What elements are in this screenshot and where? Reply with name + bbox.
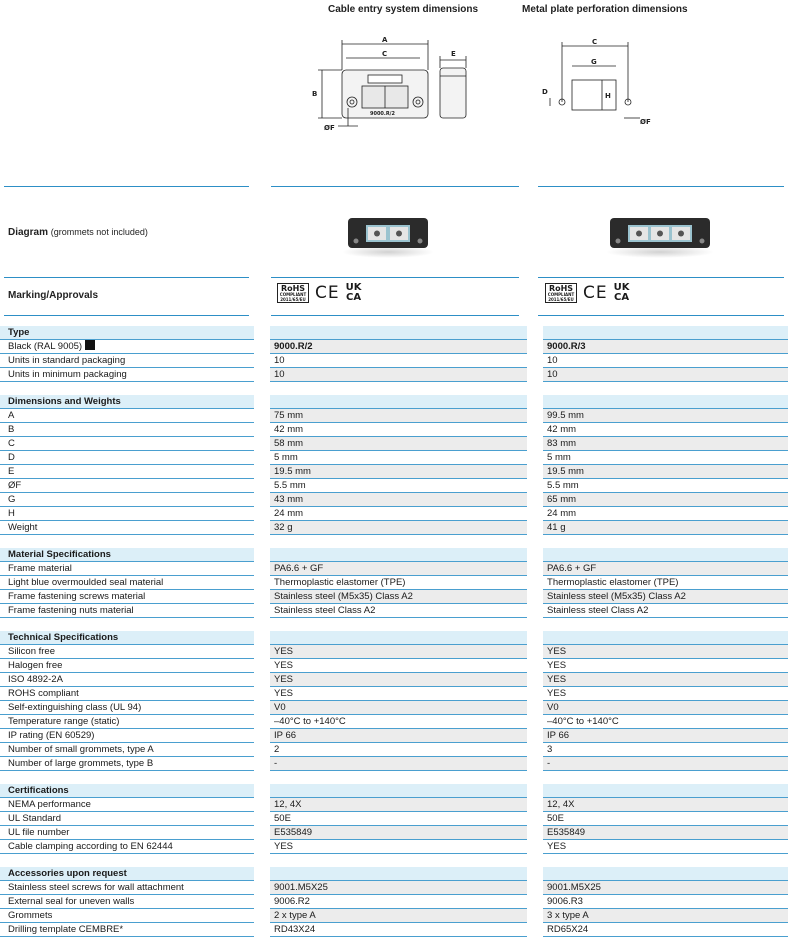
dim-label-h: H (605, 92, 611, 100)
row-label-cell (0, 437, 254, 451)
row-label: ISO 4892-2A (8, 674, 63, 685)
row-label-cell (0, 895, 254, 909)
table-row (0, 368, 788, 382)
ca-text: CA (614, 292, 630, 303)
ukca-mark-icon (346, 283, 362, 303)
row-label-cell (0, 826, 254, 840)
section-header (0, 395, 788, 409)
table-row (0, 423, 788, 437)
rohs-icon (545, 283, 577, 303)
value-9000-r2: IP 66 (270, 729, 527, 743)
row-label-cell (0, 507, 254, 521)
row-label-cell (0, 645, 254, 659)
table-row (0, 409, 788, 423)
diagram-title: Diagram (8, 227, 49, 238)
value-9000-r3: 50E (543, 812, 788, 826)
row-label-cell (0, 881, 254, 895)
value-9000-r2: YES (270, 645, 527, 659)
table-row (0, 340, 788, 354)
row-label: B (8, 424, 15, 435)
row-label: IP rating (EN 60529) (8, 730, 95, 741)
row-label: UL file number (8, 827, 70, 838)
part-code-label: 9000.R/2 (370, 111, 395, 117)
ce-mark-icon: CE (583, 283, 608, 303)
row-label: C (8, 438, 15, 449)
divider (271, 315, 519, 316)
section-title: Material Specifications (0, 548, 254, 562)
value-9000-r3: YES (543, 673, 788, 687)
row-label-cell (0, 729, 254, 743)
value-9000-r2: 9006.R2 (270, 895, 527, 909)
row-label: Stainless steel screws for wall attachment (8, 882, 184, 893)
row-label: NEMA performance (8, 799, 91, 810)
divider (271, 277, 519, 278)
value-9000-r2: 24 mm (270, 507, 527, 521)
row-label: Number of small grommets, type A (8, 744, 154, 755)
row-label-cell (0, 798, 254, 812)
value-9000-r3: YES (543, 645, 788, 659)
table-row (0, 687, 788, 701)
value-9000-r2: 9001.M5X25 (270, 881, 527, 895)
metal-plate-dimension-drawing (536, 22, 666, 137)
row-label-cell (0, 812, 254, 826)
value-9000-r2: 5 mm (270, 451, 527, 465)
product-photo-9000-r3 (604, 212, 716, 258)
table-row (0, 729, 788, 743)
uk-text: UK (613, 282, 630, 293)
dim-label-e: E (451, 50, 456, 58)
metal-plate-header: Metal plate perforation dimensions (522, 4, 688, 15)
value-9000-r2: 5.5 mm (270, 479, 527, 493)
approval-marks-r2 (277, 283, 362, 303)
value-9000-r2: 10 (270, 354, 527, 368)
rohs-icon (277, 283, 309, 303)
value-9000-r3: Stainless steel Class A2 (543, 604, 788, 618)
table-row (0, 659, 788, 673)
row-label-cell (0, 451, 254, 465)
table-row (0, 923, 788, 937)
row-label: Black (RAL 9005) (8, 341, 83, 352)
row-label-cell (0, 687, 254, 701)
row-label-cell (0, 673, 254, 687)
uk-text: UK (345, 282, 362, 293)
dim-label-c2: C (592, 38, 598, 46)
row-label-cell (0, 354, 254, 368)
row-label-cell (0, 923, 254, 937)
section-title: Dimensions and Weights (0, 395, 254, 409)
row-label: G (8, 494, 16, 505)
table-row (0, 673, 788, 687)
specifications-table (0, 326, 788, 937)
value-9000-r3: 9001.M5X25 (543, 881, 788, 895)
row-label-cell (0, 909, 254, 923)
value-9000-r2: YES (270, 840, 527, 854)
marking-label (8, 290, 98, 301)
row-label: Drilling template CEMBRE* (8, 924, 124, 935)
row-label: UL Standard (8, 813, 61, 824)
value-9000-r3: YES (543, 659, 788, 673)
row-label-cell (0, 576, 254, 590)
row-label: Number of large grommets, type B (8, 758, 154, 769)
row-label: Halogen free (8, 660, 63, 671)
table-row (0, 881, 788, 895)
table-row (0, 479, 788, 493)
value-9000-r2: V0 (270, 701, 527, 715)
dim-label-g: G (591, 58, 597, 66)
value-9000-r3: 83 mm (543, 437, 788, 451)
row-label: ROHS compliant (8, 688, 79, 699)
divider (4, 277, 249, 278)
row-label: ØF (8, 480, 22, 491)
value-9000-r3: PA6.6 + GF (543, 562, 788, 576)
table-row (0, 812, 788, 826)
value-9000-r3: 42 mm (543, 423, 788, 437)
value-9000-r2: –40°C to +140°C (270, 715, 527, 729)
value-9000-r3: IP 66 (543, 729, 788, 743)
row-label: Self-extinguishing class (UL 94) (8, 702, 142, 713)
table-row (0, 757, 788, 771)
row-label-cell (0, 590, 254, 604)
dim-label-f2: ØF (640, 118, 651, 126)
section-title: Technical Specifications (0, 631, 254, 645)
value-9000-r3: –40°C to +140°C (543, 715, 788, 729)
value-9000-r2: 2 x type A (270, 909, 527, 923)
value-9000-r2: Stainless steel Class A2 (270, 604, 527, 618)
value-9000-r3: V0 (543, 701, 788, 715)
divider (4, 315, 249, 316)
value-9000-r2: 10 (270, 368, 527, 382)
section-spacer (0, 854, 788, 868)
value-9000-r3: RD65X24 (543, 923, 788, 937)
divider (538, 186, 784, 187)
ukca-mark-icon (614, 283, 630, 303)
value-9000-r2: Thermoplastic elastomer (TPE) (270, 576, 527, 590)
row-label: D (8, 452, 15, 463)
table-row (0, 798, 788, 812)
value-9000-r3: 3 x type A (543, 909, 788, 923)
row-label-cell (0, 409, 254, 423)
table-row (0, 645, 788, 659)
row-label-cell (0, 521, 254, 535)
row-label-cell (0, 465, 254, 479)
value-9000-r3: 24 mm (543, 507, 788, 521)
row-label-cell (0, 604, 254, 618)
value-9000-r2: 42 mm (270, 423, 527, 437)
table-row (0, 826, 788, 840)
row-label-cell (0, 493, 254, 507)
cable-entry-dimension-drawing (308, 22, 480, 137)
specifications-body (0, 326, 788, 937)
divider (538, 277, 784, 278)
section-header (0, 548, 788, 562)
section-header (0, 326, 788, 340)
row-label-cell (0, 368, 254, 382)
rohs-dir: 2011/65/EU (548, 297, 574, 302)
table-row (0, 715, 788, 729)
value-9000-r2: 50E (270, 812, 527, 826)
divider (271, 186, 519, 187)
value-9000-r3: 10 (543, 368, 788, 382)
section-spacer (0, 382, 788, 396)
value-9000-r2: YES (270, 659, 527, 673)
value-9000-r2: YES (270, 687, 527, 701)
row-label-cell (0, 479, 254, 493)
rohs-dir: 2011/65/EU (280, 297, 306, 302)
section-header (0, 867, 788, 881)
row-label: E (8, 466, 15, 477)
value-9000-r2: 9000.R/2 (270, 340, 527, 354)
value-9000-r3: 41 g (543, 521, 788, 535)
row-label: Cable clamping according to EN 62444 (8, 841, 173, 852)
rohs-sub: COMPLIANT (279, 292, 307, 297)
table-row (0, 507, 788, 521)
value-9000-r2: 58 mm (270, 437, 527, 451)
value-9000-r3: 9006.R3 (543, 895, 788, 909)
table-row (0, 562, 788, 576)
row-label: Frame material (8, 563, 72, 574)
row-label: Weight (8, 522, 38, 533)
rohs-text: RoHS (548, 284, 574, 293)
table-row (0, 437, 788, 451)
value-9000-r3: 65 mm (543, 493, 788, 507)
divider (538, 315, 784, 316)
table-row (0, 451, 788, 465)
section-spacer (0, 771, 788, 785)
dim-label-d: D (542, 88, 548, 96)
row-label-cell (0, 659, 254, 673)
table-row (0, 840, 788, 854)
value-9000-r3: 99.5 mm (543, 409, 788, 423)
table-row (0, 909, 788, 923)
approval-marks-r3 (545, 283, 630, 303)
ce-mark-icon: CE (315, 283, 340, 303)
value-9000-r2: Stainless steel (M5x35) Class A2 (270, 590, 527, 604)
row-label-cell (0, 757, 254, 771)
value-9000-r2: 75 mm (270, 409, 527, 423)
row-label: Frame fastening screws material (8, 591, 146, 602)
row-label-cell (0, 562, 254, 576)
value-9000-r3: Thermoplastic elastomer (TPE) (543, 576, 788, 590)
section-header (0, 784, 788, 798)
value-9000-r3: YES (543, 840, 788, 854)
value-9000-r3: Stainless steel (M5x35) Class A2 (543, 590, 788, 604)
value-9000-r3: E535849 (543, 826, 788, 840)
dim-label-c: C (382, 50, 388, 58)
table-row (0, 465, 788, 479)
section-title: Type (0, 326, 254, 340)
diagram-note: (grommets not included) (50, 227, 148, 237)
value-9000-r3: 10 (543, 354, 788, 368)
ca-text: CA (346, 292, 362, 303)
row-label-cell (0, 423, 254, 437)
table-row (0, 354, 788, 368)
row-label: Frame fastening nuts material (8, 605, 134, 616)
value-9000-r3: 5.5 mm (543, 479, 788, 493)
table-row (0, 895, 788, 909)
row-label-cell (0, 840, 254, 854)
row-label: Grommets (8, 910, 53, 921)
rohs-sub: COMPLIANT (547, 292, 575, 297)
divider (4, 186, 249, 187)
value-9000-r2: 12, 4X (270, 798, 527, 812)
value-9000-r2: 2 (270, 743, 527, 757)
black-color-swatch-icon (85, 340, 95, 350)
value-9000-r3: - (543, 757, 788, 771)
table-row (0, 493, 788, 507)
table-row (0, 701, 788, 715)
section-spacer (0, 535, 788, 549)
table-row (0, 590, 788, 604)
value-9000-r2: RD43X24 (270, 923, 527, 937)
section-header (0, 631, 788, 645)
row-label: A (8, 410, 15, 421)
value-9000-r3: 9000.R/3 (543, 340, 788, 354)
row-label: H (8, 508, 15, 519)
row-label-cell (0, 715, 254, 729)
value-9000-r2: E535849 (270, 826, 527, 840)
value-9000-r2: - (270, 757, 527, 771)
value-9000-r3: 12, 4X (543, 798, 788, 812)
row-label: External seal for uneven walls (8, 896, 135, 907)
value-9000-r3: YES (543, 687, 788, 701)
product-photo-9000-r2 (340, 212, 435, 258)
diagram-label (8, 227, 148, 238)
dim-label-f: ØF (324, 124, 335, 132)
value-9000-r3: 19.5 mm (543, 465, 788, 479)
table-row (0, 604, 788, 618)
row-label: Light blue overmoulded seal material (8, 577, 164, 588)
table-row (0, 576, 788, 590)
section-title: Accessories upon request (0, 867, 254, 881)
section-spacer (0, 618, 788, 632)
section-title: Certifications (0, 784, 254, 798)
value-9000-r2: 43 mm (270, 493, 527, 507)
cable-entry-header: Cable entry system dimensions (328, 4, 479, 15)
value-9000-r2: YES (270, 673, 527, 687)
row-label: Temperature range (static) (8, 716, 120, 727)
rohs-text: RoHS (280, 284, 306, 293)
row-label-cell (0, 743, 254, 757)
row-label: Units in minimum packaging (8, 369, 127, 380)
dim-label-b: B (312, 90, 318, 98)
table-row (0, 521, 788, 535)
row-label: Silicon free (8, 646, 55, 657)
value-9000-r2: 32 g (270, 521, 527, 535)
value-9000-r3: 5 mm (543, 451, 788, 465)
value-9000-r2: PA6.6 + GF (270, 562, 527, 576)
row-label: Units in standard packaging (8, 355, 126, 366)
value-9000-r2: 19.5 mm (270, 465, 527, 479)
row-label-cell (0, 701, 254, 715)
value-9000-r3: 3 (543, 743, 788, 757)
dim-label-a: A (382, 36, 388, 44)
row-label-cell (0, 340, 254, 354)
table-row (0, 743, 788, 757)
marking-title: Marking/Approvals (8, 290, 99, 301)
